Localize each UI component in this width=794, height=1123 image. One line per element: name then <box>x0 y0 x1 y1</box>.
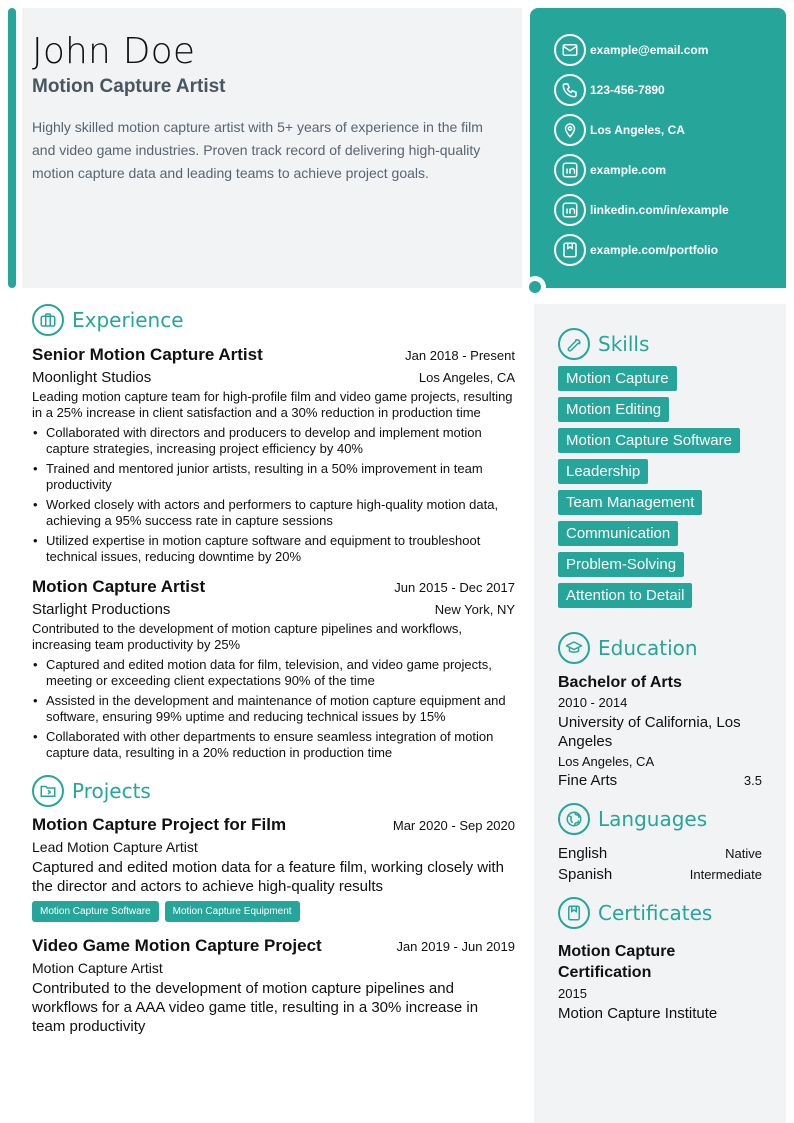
projects-heading <box>32 775 515 807</box>
education-field: Fine Arts <box>558 772 618 789</box>
certificate-issuer: Motion Capture Institute <box>558 1005 718 1022</box>
mail-icon <box>554 34 586 66</box>
skill-tag: Motion Capture Software <box>558 428 740 453</box>
portfolio-icon <box>554 234 586 266</box>
job-date: Jan 2018 - Present <box>405 348 515 363</box>
portfolio-text: example.com/portfolio <box>590 243 719 257</box>
job-company: Starlight Productions <box>32 601 171 618</box>
globe-icon <box>558 803 590 835</box>
contact-email[interactable] <box>554 30 786 70</box>
phone-text: 123-456-7890 <box>590 83 665 97</box>
project-title: Video Game Motion Capture Project <box>32 936 322 955</box>
location-text: Los Angeles, CA <box>590 123 685 137</box>
skill-list <box>558 366 762 614</box>
connector-dot <box>529 281 541 293</box>
language-row <box>558 866 762 883</box>
language-level: Native <box>725 846 762 861</box>
project-tag: Motion Capture Equipment <box>165 901 300 922</box>
skill-tag: Motion Capture <box>558 366 677 391</box>
certificates-heading <box>558 897 762 929</box>
bullet-item: • Worked closely with actors and performers to capture high-quality motion data, achieving a 95% success rate in capture sessions <box>32 497 515 529</box>
job-bullets <box>32 657 515 761</box>
education-gpa: 3.5 <box>743 773 762 788</box>
briefcase-icon <box>32 304 64 336</box>
bullet-item: • Captured and edited motion data for film, television, and video game projects, meeting or exceeding client expectations 90% of the time <box>32 657 515 689</box>
experience-heading <box>32 304 515 336</box>
education-location: Los Angeles, CA <box>558 754 655 769</box>
skill-tag: Leadership <box>558 459 648 484</box>
job-entry <box>32 577 515 761</box>
education-school: University of California, Los Angeles <box>558 714 741 750</box>
skill-tag: Communication <box>558 521 678 546</box>
experience-title: Experience <box>72 308 184 332</box>
bullet-item: • Trained and mentored junior artists, resulting in a 50% improvement in team productivity <box>32 461 515 493</box>
skills-title: Skills <box>598 332 650 356</box>
project-description: Contributed to the development of motion capture pipelines and workflows for a AAA video game title, resulting in a 30% increase in team productivity <box>32 980 479 1035</box>
folder-icon <box>32 775 64 807</box>
job-location: New York, NY <box>434 602 515 617</box>
job-title: Senior Motion Capture Artist <box>32 345 263 364</box>
contact-linkedin[interactable] <box>554 190 786 230</box>
job-location: Los Angeles, CA <box>418 370 515 385</box>
education-date: 2010 - 2014 <box>558 695 628 710</box>
contact-location <box>554 110 786 150</box>
certificate-entry <box>558 941 762 1022</box>
header-panel <box>22 8 522 288</box>
project-role: Motion Capture Artist <box>32 960 163 976</box>
project-role: Lead Motion Capture Artist <box>32 839 198 855</box>
summary: Highly skilled motion capture artist with 5+ years of experience in the film and video game industries. Proven track record of delivering high-quality motion capture data and leading teams to achieve project goals. <box>32 119 483 181</box>
job-bullets <box>32 425 515 565</box>
job-entry <box>32 345 515 565</box>
language-list <box>558 845 762 883</box>
contact-portfolio[interactable] <box>554 230 786 270</box>
job-description: Contributed to the development of motion capture pipelines and workflows, increasing team productivity by 25% <box>32 621 462 652</box>
header-accent-bar <box>8 8 16 288</box>
contact-phone[interactable] <box>554 70 786 110</box>
job-date: Jun 2015 - Dec 2017 <box>394 580 515 595</box>
job-description: Leading motion capture team for high-profile film and video game projects, resulting in a 25% increase in client satisfaction and a 30% reduction in production time <box>32 389 513 420</box>
education-title: Education <box>598 636 698 660</box>
language-name: English <box>558 845 608 862</box>
projects-title: Projects <box>72 779 151 803</box>
education-degree: Bachelor of Arts <box>558 674 682 691</box>
graduation-cap-icon <box>558 632 590 664</box>
project-entry <box>32 815 515 922</box>
project-date: Jan 2019 - Jun 2019 <box>396 939 515 954</box>
skill-tag: Problem-Solving <box>558 552 684 577</box>
job-title: Motion Capture Artist <box>32 577 206 596</box>
location-pin-icon <box>554 114 586 146</box>
languages-title: Languages <box>598 807 708 831</box>
bullet-item: • Assisted in the development and maintenance of motion capture equipment and software, ensuring 99% uptime and reducing technical issues by 15% <box>32 693 515 725</box>
project-description: Captured and edited motion data for a feature film, working closely with the director and actors to achieve high-quality results <box>32 859 504 895</box>
candidate-title: Motion Capture Artist <box>32 76 226 97</box>
skill-tag: Attention to Detail <box>558 583 692 608</box>
linkedin-icon <box>554 154 586 186</box>
phone-icon <box>554 74 586 106</box>
language-row <box>558 845 762 862</box>
project-tags <box>32 901 515 922</box>
project-entry <box>32 936 515 1036</box>
website-text: example.com <box>590 163 667 177</box>
main-column <box>32 304 515 1036</box>
education-heading <box>558 632 762 664</box>
language-name: Spanish <box>558 866 613 883</box>
project-date: Mar 2020 - Sep 2020 <box>392 818 515 833</box>
bullet-item: • Collaborated with directors and producers to develop and implement motion capture strategies, increasing project efficiency by 40% <box>32 425 515 457</box>
certificates-title: Certificates <box>598 901 713 925</box>
sidebar <box>534 304 786 1123</box>
certificate-date: 2015 <box>558 986 587 1001</box>
email-text: example@email.com <box>590 43 709 57</box>
certificate-book-icon <box>558 897 590 929</box>
job-company: Moonlight Studios <box>32 369 152 386</box>
project-title: Motion Capture Project for Film <box>32 815 287 834</box>
skill-tag: Team Management <box>558 490 702 515</box>
skills-heading <box>558 328 762 360</box>
linkedin-icon <box>554 194 586 226</box>
languages-heading <box>558 803 762 835</box>
language-level: Intermediate <box>689 867 762 882</box>
certificate-name: Motion Capture Certification <box>558 943 676 981</box>
wrench-icon <box>558 328 590 360</box>
contact-panel <box>530 8 786 288</box>
project-tag: Motion Capture Software <box>32 901 159 922</box>
skill-tag: Motion Editing <box>558 397 669 422</box>
linkedin-text: linkedin.com/in/example <box>590 203 729 217</box>
bullet-item: • Collaborated with other departments to ensure seamless integration of motion capture data, resulting in a 20% reduction in production time <box>32 729 515 761</box>
bullet-item: • Utilized expertise in motion capture software and equipment to troubleshoot technical issues, reducing downtime by 20% <box>32 533 515 565</box>
education-entry <box>558 674 762 789</box>
contact-website[interactable] <box>554 150 786 190</box>
candidate-name: John Doe <box>32 31 196 72</box>
